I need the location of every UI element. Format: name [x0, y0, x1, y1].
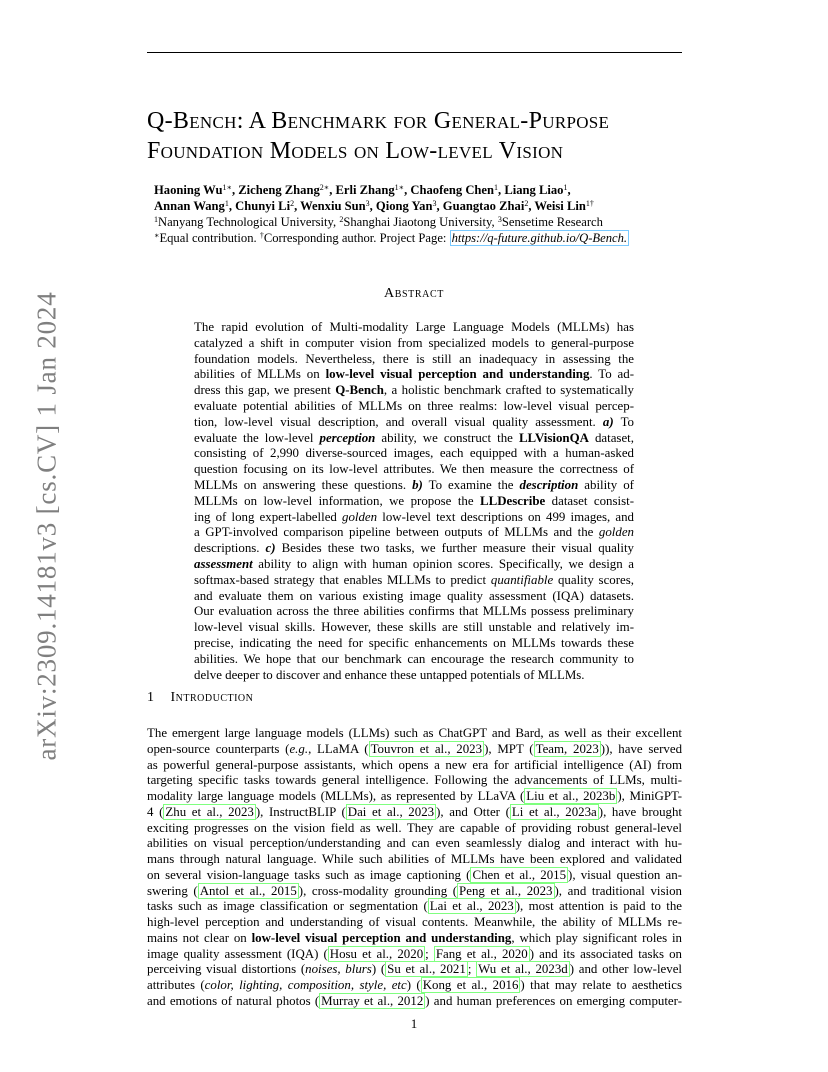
body-line: tasks such as image classification or segmentation ( Lai et al., 2023 ), most attention is paid to the	[147, 899, 683, 914]
author-line-2: Annan Wang$^1$, Chunyi Li$^2$, Wenxiu Sun$^3$, Qiong Yan$^3$, Guangtao Zhai$^2$, Weisi Lin$^{1\dagger}$	[154, 199, 594, 213]
author-name: Haoning Wu	[154, 183, 223, 197]
citation-link[interactable]: Peng et al., 2023	[459, 883, 553, 898]
abstract-heading: Abstract	[384, 286, 444, 301]
introduction-body	[147, 726, 682, 1010]
abstract-line: consisting of 2,990 diverse-sourced images, each equipped with a human-asked	[194, 446, 634, 461]
author-name: Erli Zhang	[335, 183, 395, 197]
citation-link[interactable]: Team, 2023	[535, 741, 599, 756]
citation-link[interactable]: Li et al., 2023a	[511, 804, 597, 819]
author-name: Annan Wang	[154, 199, 225, 213]
section-number: 1	[147, 690, 155, 705]
body-line: image quality assessment (IQA) ( Hosu et al., 2020 ; Fang et al., 2020 ) and its associated tasks on	[147, 946, 682, 961]
section-title: Introduction	[170, 690, 254, 705]
author-name: Guangtao Zhai	[442, 199, 525, 213]
abstract-line: foundation models. Nevertheless, there is still an inadequacy in assessing the	[194, 351, 634, 366]
abstract-line: evaluate potential abilities of MLLMs on three realms: low-level visual percep-	[194, 398, 634, 413]
abstract-line: The rapid evolution of Multi-modality Large Language Models (MLLMs) has	[194, 320, 634, 334]
body-line: The emergent large language models (LLMs) such as ChatGPT and Bard, as well as their excellent	[147, 726, 682, 740]
top-rule	[147, 52, 682, 53]
citation-link[interactable]: Hosu et al., 2020	[329, 946, 424, 961]
abstract-line: abilities of MLLMs on low-level visual perception and understanding. To ad-	[194, 367, 634, 382]
author-name: Zicheng Zhang	[238, 183, 320, 197]
affiliations: $^1$Nanyang Technological University, $^2$Shanghai Jiaotong University, $^3$Sensetime Research	[154, 215, 603, 229]
abstract-line: MLLMs on answering these questions. b) To examine the description ability of	[194, 477, 634, 492]
author-name: Wenxiu Sun	[300, 199, 366, 213]
body-line: as powerful general-purpose assistants, which opens a new era for artificial intelligence (AI) from	[147, 757, 682, 772]
body-line: abilities on visual perception/understanding and can even seamlessly dialog and interact with hu-	[147, 836, 682, 851]
citation-link[interactable]: Chen et al., 2015	[472, 867, 567, 882]
author-name: Liang Liao	[504, 183, 564, 197]
citation-link[interactable]: Zhu et al., 2023	[165, 804, 254, 819]
title-line-2: Foundation Models on Low-level Vision	[147, 138, 564, 164]
abstract-line: precise, indicating the need for specific enhancements on MLLMs towards these	[194, 635, 634, 650]
author-name: Chaofeng Chen	[410, 183, 495, 197]
author-line-1: Haoning $Wu^{1∗}$, Zicheng Zhang$^{2∗}$, Erli Zhang$^{1∗}$, Chaofeng Chen$^1$, Liang Liao$^1$,	[154, 183, 571, 197]
citation-link[interactable]: Liu et al., 2023b	[526, 789, 616, 803]
citation-link[interactable]: Su et al., 2021	[387, 962, 466, 977]
author-name: Chunyi Li	[235, 199, 291, 213]
abstract-line: catalyzed a shift in computer vision from specialized models to general-purpose	[194, 335, 634, 350]
citation-link[interactable]: Kong et al., 2016	[422, 978, 519, 992]
abstract-body	[194, 320, 634, 683]
body-line: mans through natural language. While such abilities of MLLMs have been explored and validated	[147, 852, 682, 866]
abstract-line: descriptions. c) Besides these two tasks, we further measure their visual quality	[194, 541, 634, 556]
body-line: and emotions of natural photos ( Murray et al., 2012 ) and human preferences on emerging computer-	[147, 993, 682, 1008]
citation-link[interactable]: Dai et al., 2023	[347, 804, 435, 819]
abstract-line: and evaluate them on various existing image quality assessment (IQA) datasets.	[194, 588, 634, 603]
abstract-line: softmax-based strategy that enables MLLMs to predict quantifiable quality scores,	[194, 572, 634, 587]
abstract-line: question focusing on its low-level attributes. We then measure the correctness of	[194, 462, 634, 477]
title-line-1: Q-Bench: A Benchmark for General-Purpose	[147, 108, 610, 134]
abstract-line: dress this gap, we present Q-Bench, a holistic benchmark crafted to systematically	[194, 383, 635, 398]
author-name: Weisi Lin	[534, 199, 586, 213]
author-name: Qiong Yan	[375, 199, 433, 213]
arxiv-identifier[interactable]: arXiv:2309.14181v3 [cs.CV] 1 Jan 2024	[31, 291, 62, 761]
abstract-line: abilities. We hope that our benchmark can encourage the research community to	[194, 651, 634, 666]
citation-link[interactable]: Fang et al., 2020	[435, 946, 528, 961]
body-line: exciting progresses on the vision field as well. They are capable of providing robust general-level	[147, 820, 682, 835]
abstract-line: Our evaluation across the three abilities confirms that MLLMs possess preliminary	[194, 604, 634, 619]
author-block	[154, 182, 674, 246]
citation-link[interactable]: Wu et al., 2023d	[478, 962, 568, 977]
body-line: perceiving visual distortions (noises, blurs) ( Su et al., 2021 ; Wu et al., 2023d ) and other low-level	[147, 962, 682, 977]
body-line: high-level perception and understanding of visual contents. Meanwhile, the ability of MLLMs re-	[147, 915, 682, 929]
body-line: swering ( Antol et al., 2015 ), cross-modality grounding ( Peng et al., 2023 ), and traditional vision	[147, 883, 682, 898]
abstract-line: low-level visual skills. However, these skills are still unstable and relatively im-	[194, 620, 634, 635]
abstract-line: tion, low-level visual description, and overall visual quality assessment. a) To	[194, 414, 634, 429]
body-line: 4 ( Zhu et al., 2023 ), InstructBLIP ( Dai et al., 2023 ), and Otter ( Li et al., 2023a ), have brought	[147, 804, 682, 819]
citation-link[interactable]: Antol et al., 2015	[199, 883, 297, 898]
body-line: mains not clear on low-level visual perception and understanding, which play significant roles in	[147, 930, 683, 945]
citation-link[interactable]: Lai et al., 2023	[429, 899, 514, 914]
body-line: attributes (color, lighting, composition, style, etc) ( Kong et al., 2016 ) that may relate to aesthetics	[147, 978, 683, 992]
body-line: on several vision-language tasks such as image captioning ( Chen et al., 2015 ), visual question an-	[147, 867, 682, 882]
abstract-line: evaluate the low-level perception ability, we construct the LLVisionQA dataset,	[194, 430, 634, 445]
abstract-line: delve deeper to discover and enhance these untapped potentials of MLLMs.	[194, 667, 585, 682]
abstract-line: a GPT-involved comparison pipeline between outputs of MLLMs and the golden	[194, 525, 634, 540]
paper-title	[147, 106, 707, 166]
citation-link[interactable]: Murray et al., 2012	[321, 993, 424, 1008]
abstract-line: assessment ability to align with human opinion scores. Specifically, we design a	[194, 556, 634, 571]
abstract-line: MLLMs on low-level information, we propose the LLDescribe dataset consist-	[194, 493, 634, 508]
project-page-link[interactable]: https://q-future.github.io/Q-Bench.	[451, 231, 628, 245]
page-number: 1	[410, 1016, 418, 1031]
body-line: open-source counterparts (e.g., LLaMA ( Touvron et al., 2023 ), MPT ( Team, 2023 )), have served	[147, 741, 683, 756]
section-heading-introduction	[147, 690, 253, 706]
abstract-line: ing of long expert-labelled golden low-level text descriptions on 499 images, and	[194, 509, 634, 524]
body-line: modality large language models (MLLMs), as represented by LLaVA ( Liu et al., 2023b ), MiniGPT-	[147, 789, 682, 803]
author-notes: ∗Equal contribution. †Corresponding author. Project Page: https://q-future.github.io/Q-Bench.	[154, 231, 628, 245]
body-line: targeting specific tasks towards general intelligence. Following the advancements of LLMs, multi-	[147, 773, 682, 788]
citation-link[interactable]: Touvron et al., 2023	[370, 741, 483, 756]
